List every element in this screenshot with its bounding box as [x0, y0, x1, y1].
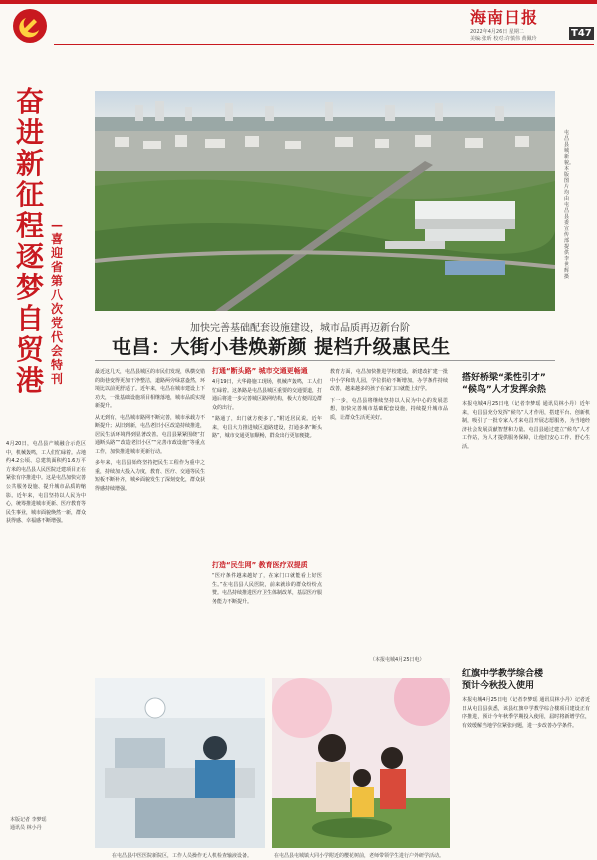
top-red-band [0, 0, 597, 4]
special-edition-title: 奋 进 新 征 程 逐 梦 自 贸 港 [15, 85, 44, 397]
byline-reporter: 本版记者 李梦瑶 [10, 817, 47, 823]
paragraph: 4月19日，大华路施工现场，机械声轰鸣，工人们忙碌着。这条路是屯昌县城区重要的交通要道，打通后将进一步完善城区路网结构，极大方便周边群众的出行。 [212, 379, 323, 411]
issue-date: 2022年4月26日 星期二 [470, 29, 524, 35]
aerial-city-photo [95, 91, 555, 311]
special-edition-subtitle: — 喜 迎 省 第 八 次 党 代 会 特 刊 [50, 218, 63, 386]
party-emblem-icon [12, 8, 48, 44]
newspaper-logo: 海南日报 [470, 8, 539, 27]
page-number: T47 [571, 28, 592, 39]
story-1-body: 本报屯城4月25日电（记者李梦瑶 通讯员林小丹）近年来，屯昌县充分发挥“候鸟”人才作用，搭建平台、创新机制，吸引了一批专家人才来屯昌开展志愿服务，为当地经济社会发展贡献智慧和力量。屯昌县通过建立“候鸟”人才工作站，为人才提供服务保障，让他们安心工作、舒心生活。 [462, 401, 590, 450]
dateline-note: （本报屯城4月25日电） [370, 657, 425, 663]
article-column-2b: “医疗条件越来越好了，在家门口就能看上好医生。”在屯昌县人民医院，前来就诊的群众纷纷点赞。屯昌持续推进医疗卫生体制改革，基层医疗服务能力不断提升。 [212, 573, 323, 605]
hospital-photo-caption: 在屯昌县中医医院新院区，工作人员操作无人机检查输液设备。 [112, 853, 253, 859]
article-column-2 [212, 378, 322, 441]
editors-line: 美编:张昕 校对:许慎伟 黄佩玲 [470, 36, 537, 42]
byline-correspondent: 通讯员 林小丹 [10, 825, 42, 831]
article-column-3 [330, 368, 448, 422]
paragraph: “路通了，出门就方便多了。”附近居民说。近年来，屯昌大力推进城区道路建设，打通多条“断头路”，城市交通更加顺畅，群众出行更加便捷。 [212, 416, 322, 439]
masthead-rule [54, 44, 594, 45]
paragraph: 从无到有，屯昌城市路网不断完善，城市承载力不断提升；从旧到新，屯昌老旧小区改造持续推进，居民生活环境得到显著改善。屯昌县紧紧围绕“打通断头路”“改造老旧小区”“完善市政设施”等重点工作，加快推进城市更新行动。 [95, 414, 206, 455]
section-heading-livelihood: 打造“民生网” 教育医疗双提质 [212, 561, 308, 569]
school-photo-caption: 在屯昌县屯城镇大同小学附近的樱花树前，老师带领学生进行户外研学活动。 [274, 853, 445, 859]
article-kicker: 加快完善基础配套设施建设，城市品质再迈新台阶 [190, 323, 410, 334]
story-1-title: 搭好桥梁“柔性引才” “候鸟”人才发挥余热 [462, 373, 546, 395]
byline [10, 816, 47, 832]
story-2-title: 红旗中学教学综合楼 预计今秋投入使用 [462, 669, 544, 691]
story-2-body: 本报屯城4月25日电（记者李梦瑶 通讯员林小丹）记者近日从屯昌县获悉，该县红旗中学教学综合楼项目建设正有序推进，预计今年秋季学期投入使用，届时将新增学位，有效缓解当地学位紧张问题，进一步改善办学条件。 [462, 697, 590, 729]
paragraph: 最近这几天，屯昌县城区的市民们发现，纵横交错的街巷变得更加干净整洁，道路两旁绿意盎然，环境比以前更舒适了。近年来，屯昌在城市建设上下功夫，一批基础设施项目相继落地，城市品质实现新提升。 [95, 369, 206, 409]
paragraph: 下一步，屯昌县将继续坚持以人民为中心的发展思想，加快完善城市基础配套设施，持续提升城市品质，让群众生活更美好。 [330, 397, 448, 421]
section-heading-roads: 打通“断头路” 城市交通更畅通 [212, 367, 308, 375]
main-photo-caption: 屯昌县城新貌。本版图片均由屯昌县委宣传部提供 李世辉 摄 [564, 130, 575, 280]
article-column-1 [95, 368, 205, 493]
paragraph: 教育方面，屯昌加快推进学校建设，新建改扩建一批中小学和幼儿园，学位供给不断增加，办学条件持续改善，越来越多的孩子在家门口就能上好学。 [330, 369, 448, 392]
article-headline: 屯昌：大街小巷焕新颜 提档升级惠民生 [112, 336, 451, 358]
hospital-photo [95, 678, 265, 848]
headline-rule [95, 360, 555, 361]
school-photo [272, 678, 450, 848]
intro-text: 4月20日，屯昌县产城融合示范区中，机械轰鸣，工人们忙碌着。占地约4.2公顷、总建筑面积约1.6万平方米的屯昌县人民医院迁建项目正在紧张有序推进中。这是屯昌加快完善公共服务设施、提升城市品质的缩影。近年来，屯昌坚持以人民为中心，统筹推进城市更新、医疗教育等民生事业，城市面貌焕然一新，群众获得感、幸福感不断增强。 [6, 441, 87, 525]
paragraph: 多年来，屯昌县始终坚持把民生工程作为重中之重，持续加大投入力度，教育、医疗、交通等民生短板不断补齐，城乡面貌发生了深刻变化，群众获得感持续增强。 [95, 460, 206, 492]
